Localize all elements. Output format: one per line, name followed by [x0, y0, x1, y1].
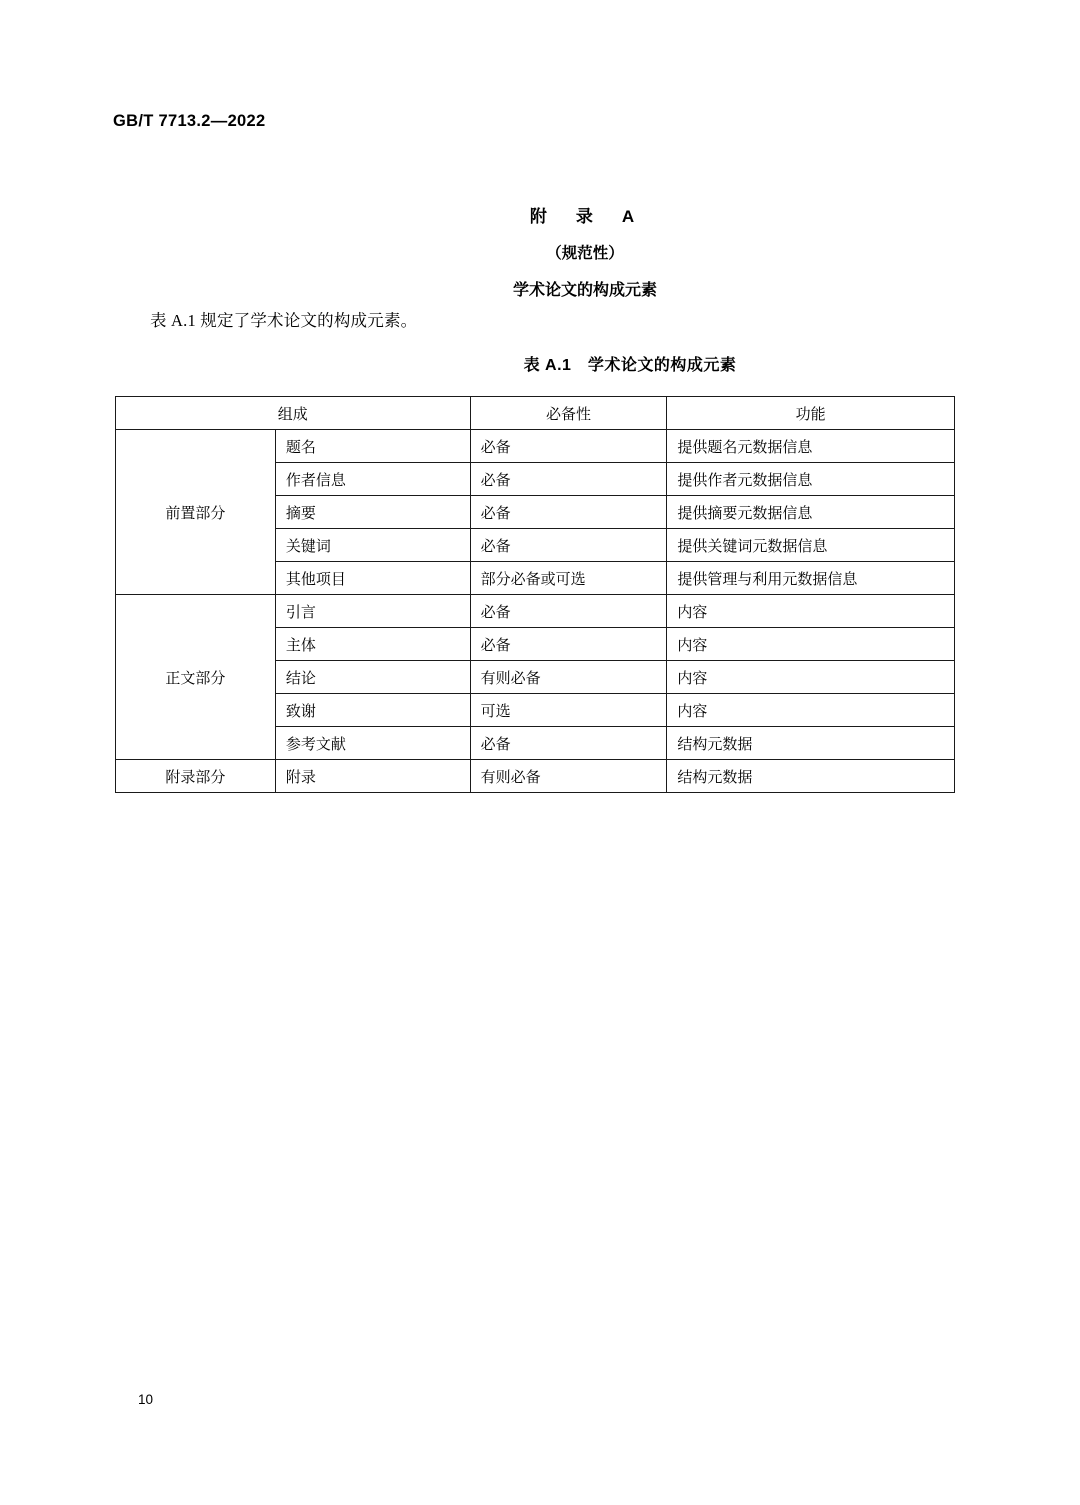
item-necessity: 部分必备或可选: [470, 562, 667, 595]
item-name: 附录: [275, 760, 470, 793]
elements-table: [115, 396, 955, 793]
item-necessity: 必备: [470, 496, 667, 529]
column-header-composition: 组成: [116, 397, 471, 430]
group-label-appendix: 附录部分: [116, 760, 276, 793]
table-caption: 表 A.1 学术论文的构成元素: [523, 357, 737, 374]
item-function: 内容: [667, 661, 955, 694]
annex-heading-block: [0, 202, 1080, 300]
item-name: 致谢: [275, 694, 470, 727]
table-row: [116, 595, 955, 628]
item-function: 提供管理与利用元数据信息: [667, 562, 955, 595]
item-function: 内容: [667, 595, 955, 628]
item-necessity: 必备: [470, 430, 667, 463]
group-label-front-matter: 前置部分: [116, 430, 276, 595]
item-function: 内容: [667, 628, 955, 661]
item-function: 内容: [667, 694, 955, 727]
table-row: [116, 760, 955, 793]
item-name: 题名: [275, 430, 470, 463]
table-header-row: [116, 397, 955, 430]
item-name: 结论: [275, 661, 470, 694]
page-number: 10: [138, 1392, 154, 1407]
item-name: 其他项目: [275, 562, 470, 595]
item-necessity: 有则必备: [470, 661, 667, 694]
annex-title: 附 录 A: [529, 207, 641, 226]
item-function: 结构元数据: [667, 760, 955, 793]
group-label-body: 正文部分: [116, 595, 276, 760]
annex-normative-label: （规范性）: [546, 245, 624, 262]
annex-name: 学术论文的构成元素: [512, 282, 657, 299]
item-necessity: 必备: [470, 529, 667, 562]
item-name: 引言: [275, 595, 470, 628]
item-necessity: 有则必备: [470, 760, 667, 793]
item-function: 结构元数据: [667, 727, 955, 760]
item-function: 提供题名元数据信息: [667, 430, 955, 463]
item-necessity: 必备: [470, 727, 667, 760]
column-header-necessity: 必备性: [470, 397, 667, 430]
column-header-function: 功能: [667, 397, 955, 430]
item-name: 主体: [275, 628, 470, 661]
item-necessity: 可选: [470, 694, 667, 727]
item-function: 提供摘要元数据信息: [667, 496, 955, 529]
item-name: 关键词: [275, 529, 470, 562]
item-necessity: 必备: [470, 628, 667, 661]
item-necessity: 必备: [470, 463, 667, 496]
item-name: 参考文献: [275, 727, 470, 760]
intro-paragraph: 表 A.1 规定了学术论文的构成元素。: [150, 311, 418, 330]
standard-code-header: GB/T 7713.2—2022: [113, 112, 266, 130]
table-row: [116, 430, 955, 463]
item-necessity: 必备: [470, 595, 667, 628]
item-name: 摘要: [275, 496, 470, 529]
item-function: 提供作者元数据信息: [667, 463, 955, 496]
item-name: 作者信息: [275, 463, 470, 496]
item-function: 提供关键词元数据信息: [667, 529, 955, 562]
